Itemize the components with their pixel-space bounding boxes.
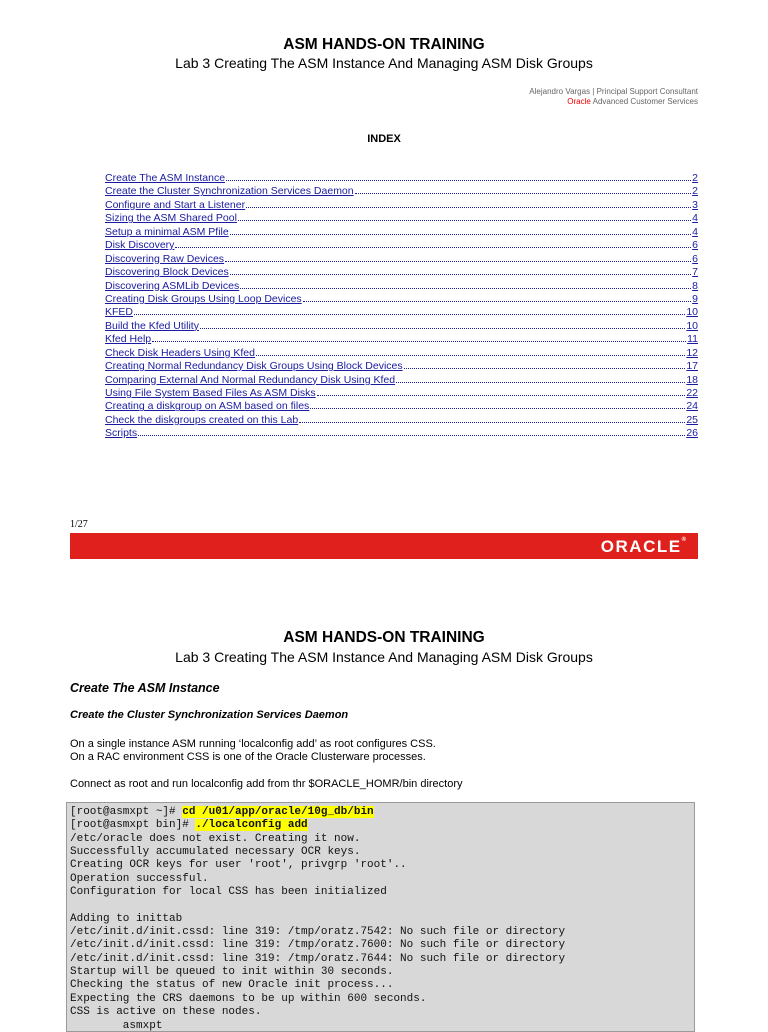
toc-dot-leader bbox=[303, 301, 691, 302]
toc-entry-page[interactable]: 10 bbox=[686, 320, 698, 332]
toc-entry-page[interactable]: 2 bbox=[692, 185, 698, 197]
toc-entry[interactable] bbox=[105, 414, 698, 427]
toc-entry-page[interactable]: 11 bbox=[687, 333, 698, 345]
document-page-2 bbox=[0, 565, 768, 1024]
org-rest: Advanced Customer Services bbox=[591, 97, 698, 106]
toc-entry-title[interactable]: Discovering ASMLib Devices bbox=[105, 280, 239, 292]
toc-entry[interactable] bbox=[105, 266, 698, 279]
toc-entry-page[interactable]: 2 bbox=[692, 172, 698, 184]
subsection-heading: Create the Cluster Synchronization Services Daemon bbox=[70, 709, 348, 721]
code-line: Operation successful. bbox=[70, 873, 694, 886]
toc-entry-title[interactable]: Create the Cluster Synchronization Services Daemon bbox=[105, 185, 354, 197]
toc-entry-title[interactable]: Check the diskgroups created on this Lab bbox=[105, 414, 298, 426]
toc-entry-page[interactable]: 24 bbox=[686, 400, 698, 412]
toc-dot-leader bbox=[240, 288, 691, 289]
toc-entry[interactable] bbox=[105, 306, 698, 319]
code-line: asmxpt bbox=[70, 1020, 694, 1032]
toc-entry-title[interactable]: Comparing External And Normal Redundancy Disk Using Kfed bbox=[105, 374, 395, 386]
page-number: 1/27 bbox=[70, 519, 88, 530]
toc-entry-page[interactable]: 6 bbox=[692, 239, 698, 251]
toc-entry[interactable] bbox=[105, 185, 698, 198]
toc-dot-leader bbox=[355, 193, 692, 194]
code-line: /etc/init.d/init.cssd: line 319: /tmp/oratz.7600: No such file or directory bbox=[70, 939, 694, 952]
toc-dot-leader bbox=[299, 422, 685, 423]
toc-entry-page[interactable]: 3 bbox=[692, 199, 698, 211]
toc-entry-page[interactable]: 10 bbox=[686, 306, 698, 318]
toc-entry-title[interactable]: Create The ASM Instance bbox=[105, 172, 225, 184]
toc-dot-leader bbox=[238, 220, 691, 221]
code-line: Checking the status of new Oracle init process... bbox=[70, 979, 694, 992]
page-subtitle: Lab 3 Creating The ASM Instance And Managing ASM Disk Groups bbox=[0, 55, 768, 71]
oracle-logo bbox=[601, 537, 686, 557]
toc-entry-page[interactable]: 6 bbox=[692, 253, 698, 265]
toc-dot-leader bbox=[230, 274, 691, 275]
toc-entry-page[interactable]: 22 bbox=[686, 387, 698, 399]
toc-entry[interactable] bbox=[105, 239, 698, 252]
code-line: Creating OCR keys for user 'root', privgrp 'root'.. bbox=[70, 859, 694, 872]
section-heading: Create The ASM Instance bbox=[70, 681, 220, 695]
toc-dot-leader bbox=[317, 395, 686, 396]
toc-entry[interactable] bbox=[105, 280, 698, 293]
index-heading: INDEX bbox=[0, 133, 768, 145]
intro-line-1: On a single instance ASM running ‘localconfig add’ as root configures CSS. bbox=[70, 738, 436, 751]
toc-entry-title[interactable]: Disk Discovery bbox=[105, 239, 174, 251]
toc-entry-title[interactable]: Discovering Block Devices bbox=[105, 266, 229, 278]
toc-entry[interactable] bbox=[105, 253, 698, 266]
toc-dot-leader bbox=[152, 341, 686, 342]
toc-entry-page[interactable]: 4 bbox=[692, 226, 698, 238]
shell-prompt: [root@asmxpt ~]# bbox=[70, 806, 182, 818]
toc-dot-leader bbox=[200, 328, 685, 329]
toc-entry-page[interactable]: 8 bbox=[692, 280, 698, 292]
toc-entry-page[interactable]: 12 bbox=[686, 347, 698, 359]
intro-line-2: On a RAC environment CSS is one of the Oracle Clusterware processes. bbox=[70, 751, 436, 764]
toc-entry[interactable] bbox=[105, 360, 698, 373]
toc-entry-page[interactable]: 17 bbox=[686, 360, 698, 372]
toc-dot-leader bbox=[310, 408, 685, 409]
toc-entry-title[interactable]: Configure and Start a Listener bbox=[105, 199, 245, 211]
toc-dot-leader bbox=[246, 207, 691, 208]
toc-entry-title[interactable]: Build the Kfed Utility bbox=[105, 320, 199, 332]
toc-entry-title[interactable]: Check Disk Headers Using Kfed bbox=[105, 347, 255, 359]
code-line: /etc/init.d/init.cssd: line 319: /tmp/oratz.7542: No such file or directory bbox=[70, 926, 694, 939]
toc-entry[interactable] bbox=[105, 199, 698, 212]
page-title: ASM HANDS-ON TRAINING bbox=[0, 629, 768, 647]
code-line bbox=[70, 806, 694, 819]
page-subtitle: Lab 3 Creating The ASM Instance And Managing ASM Disk Groups bbox=[0, 649, 768, 665]
registered-mark: ® bbox=[682, 537, 686, 543]
code-line: Successfully accumulated necessary OCR keys. bbox=[70, 846, 694, 859]
toc-dot-leader bbox=[134, 314, 685, 315]
code-line: /etc/init.d/init.cssd: line 319: /tmp/oratz.7644: No such file or directory bbox=[70, 953, 694, 966]
toc-entry-title[interactable]: Setup a minimal ASM Pfile bbox=[105, 226, 229, 238]
toc-entry-title[interactable]: Creating Disk Groups Using Loop Devices bbox=[105, 293, 302, 305]
shell-prompt: [root@asmxpt bin]# bbox=[70, 819, 195, 831]
toc-entry[interactable] bbox=[105, 374, 698, 387]
toc-entry-title[interactable]: Discovering Raw Devices bbox=[105, 253, 224, 265]
author-block bbox=[529, 87, 698, 107]
toc-entry-title[interactable]: Creating a diskgroup on ASM based on files bbox=[105, 400, 309, 412]
toc-entry-title[interactable]: Kfed Help bbox=[105, 333, 151, 345]
toc-entry-page[interactable]: 26 bbox=[686, 427, 698, 439]
toc-entry-title[interactable]: Creating Normal Redundancy Disk Groups Using Block Devices bbox=[105, 360, 403, 372]
code-line: Configuration for local CSS has been initialized bbox=[70, 886, 694, 899]
terminal-output bbox=[66, 802, 695, 1032]
toc-entry[interactable] bbox=[105, 320, 698, 333]
toc-entry[interactable] bbox=[105, 293, 698, 306]
author-line: Alejandro Vargas | Principal Support Consultant bbox=[529, 87, 698, 97]
toc-dot-leader bbox=[230, 234, 691, 235]
code-line: Startup will be queued to init within 30 seconds. bbox=[70, 966, 694, 979]
code-line: /etc/oracle does not exist. Creating it now. bbox=[70, 833, 694, 846]
code-line: Expecting the CRS daemons to be up within 600 seconds. bbox=[70, 993, 694, 1006]
toc-entry[interactable] bbox=[105, 347, 698, 360]
toc-entry-page[interactable]: 25 bbox=[686, 414, 698, 426]
oracle-logo-text: ORACLE bbox=[601, 537, 682, 556]
toc-dot-leader bbox=[226, 180, 691, 181]
table-of-contents bbox=[105, 172, 698, 441]
instruction-paragraph: Connect as root and run localconfig add from thr $ORACLE_HOMR/bin directory bbox=[70, 778, 463, 791]
toc-entry[interactable] bbox=[105, 226, 698, 239]
toc-dot-leader bbox=[404, 368, 686, 369]
toc-entry-page[interactable]: 7 bbox=[692, 266, 698, 278]
toc-entry[interactable] bbox=[105, 212, 698, 225]
toc-entry[interactable] bbox=[105, 427, 698, 440]
org-line bbox=[529, 97, 698, 107]
code-line bbox=[70, 899, 694, 912]
highlighted-command: ./localconfig add bbox=[195, 819, 307, 831]
toc-entry-page[interactable]: 9 bbox=[692, 293, 698, 305]
toc-entry[interactable] bbox=[105, 333, 698, 346]
toc-dot-leader bbox=[225, 261, 691, 262]
code-line bbox=[70, 819, 694, 832]
toc-entry[interactable] bbox=[105, 172, 698, 185]
toc-entry-title[interactable]: Sizing the ASM Shared Pool bbox=[105, 212, 237, 224]
code-line: Adding to inittab bbox=[70, 913, 694, 926]
toc-entry-title[interactable]: Using File System Based Files As ASM Disks bbox=[105, 387, 316, 399]
footer-bar bbox=[70, 533, 698, 559]
toc-entry-page[interactable]: 18 bbox=[686, 374, 698, 386]
page-title: ASM HANDS-ON TRAINING bbox=[0, 36, 768, 54]
toc-dot-leader bbox=[256, 355, 685, 356]
highlighted-command: cd /u01/app/oracle/10g_db/bin bbox=[182, 806, 373, 818]
toc-entry-title[interactable]: KFED bbox=[105, 306, 133, 318]
org-brand: Oracle bbox=[567, 97, 591, 106]
toc-dot-leader bbox=[175, 247, 691, 248]
code-line: CSS is active on these nodes. bbox=[70, 1006, 694, 1019]
toc-entry[interactable] bbox=[105, 387, 698, 400]
toc-entry-title[interactable]: Scripts bbox=[105, 427, 137, 439]
toc-dot-leader bbox=[396, 382, 685, 383]
intro-paragraph bbox=[70, 738, 436, 764]
toc-dot-leader bbox=[138, 435, 685, 436]
toc-entry-page[interactable]: 4 bbox=[692, 212, 698, 224]
toc-entry[interactable] bbox=[105, 400, 698, 413]
